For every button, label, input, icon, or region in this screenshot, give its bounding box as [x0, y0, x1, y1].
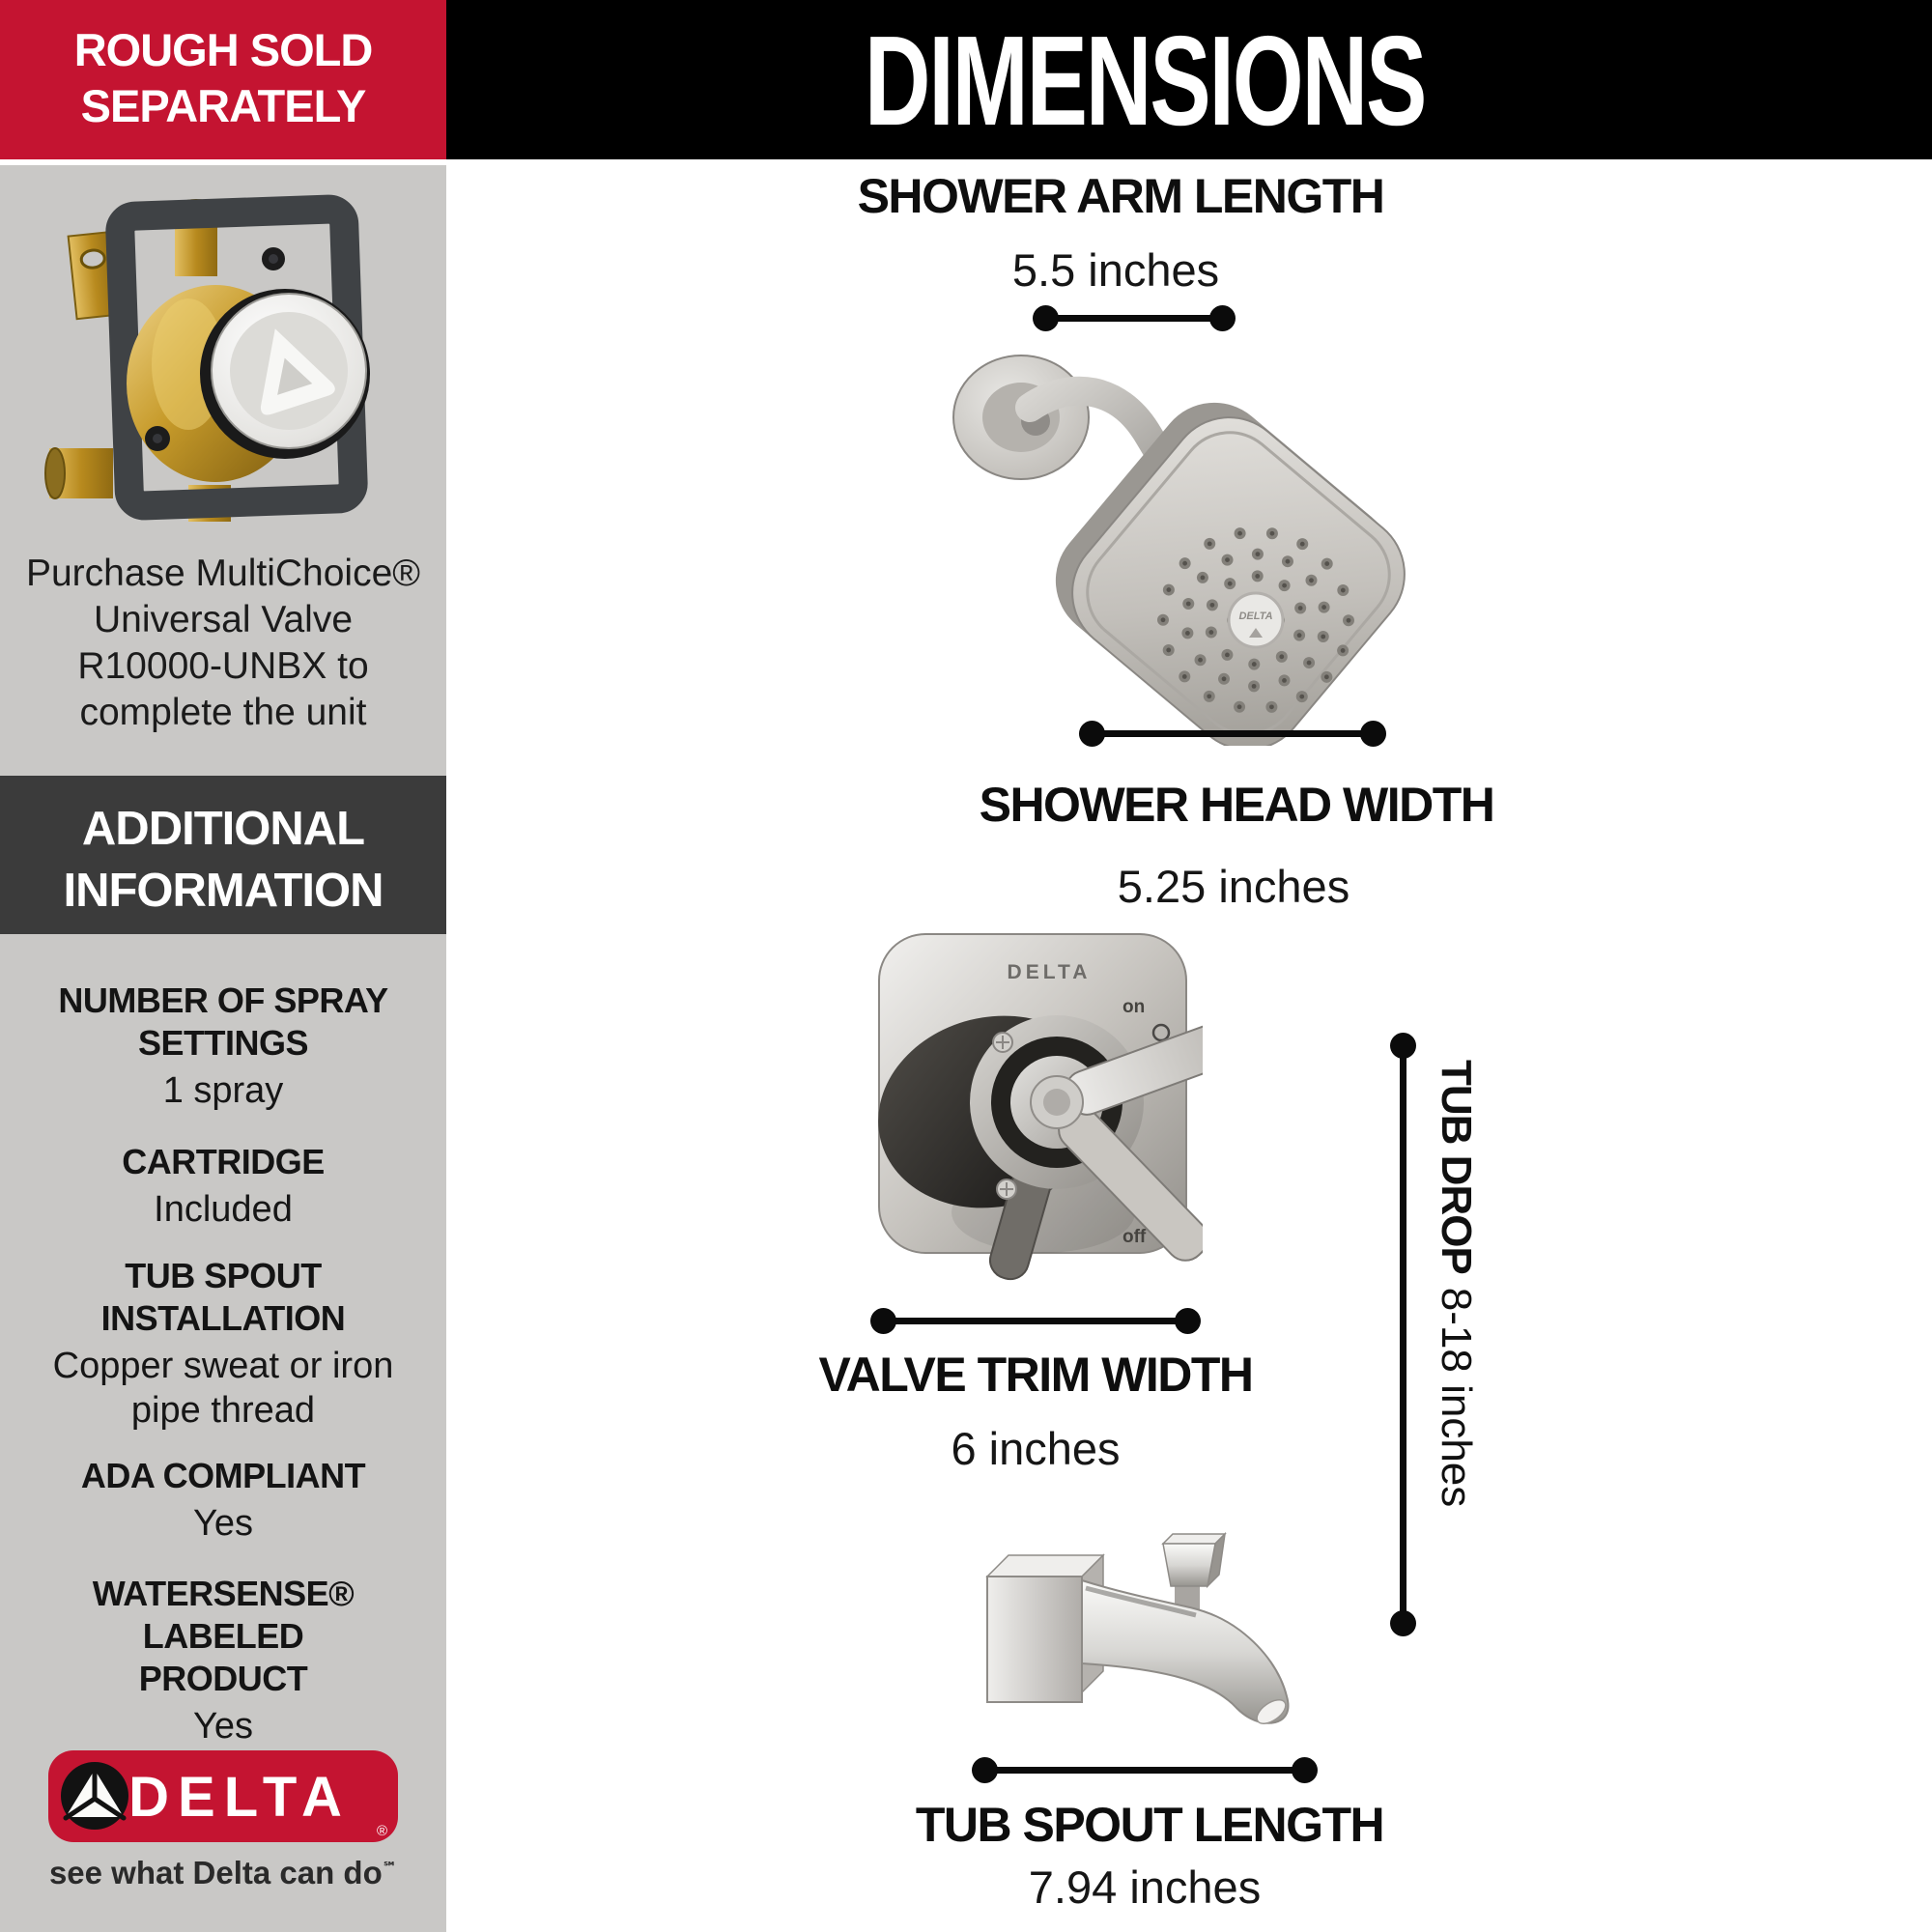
- delta-logo-text: DELTA: [128, 1766, 351, 1829]
- banner-separator: [0, 159, 446, 165]
- tub-spout-dimension-line: [982, 1767, 1307, 1774]
- tub-spout-length-value: 7.94 inches: [1028, 1861, 1262, 1913]
- shower-arm-length-value: 5.5 inches: [1011, 244, 1220, 296]
- valve-trim-image: [869, 923, 1203, 1328]
- spec-label: WATERSENSE® LABELED PRODUCT: [92, 1574, 355, 1698]
- spec-label: CARTRIDGE: [122, 1142, 325, 1181]
- dimensions-panel: [446, 0, 1932, 1932]
- spec-value: Yes: [193, 1503, 253, 1544]
- purchase-note-line: Purchase MultiChoice®: [25, 553, 421, 594]
- spec-item-ada: [0, 1455, 446, 1546]
- shower-head-dimension-line: [1090, 730, 1376, 737]
- rough-sold-banner: [0, 0, 446, 159]
- additional-info-line2: INFORMATION: [63, 865, 384, 917]
- spec-label: NUMBER OF SPRAY SETTINGS: [58, 980, 388, 1063]
- delta-logo: [48, 1750, 398, 1842]
- spec-label: TUB SPOUT INSTALLATION: [100, 1256, 346, 1338]
- additional-info-line1: ADDITIONAL: [81, 803, 365, 855]
- valve-trim-width-label: VALVE TRIM WIDTH: [818, 1348, 1253, 1402]
- rough-sold-line2: SEPARATELY: [80, 80, 366, 131]
- spec-value: Yes: [193, 1706, 253, 1747]
- valve-on-label: on: [1122, 997, 1146, 1017]
- shower-head-width-label: SHOWER HEAD WIDTH: [979, 778, 1494, 832]
- tub-spout-length-label: TUB SPOUT LENGTH: [915, 1798, 1384, 1852]
- purchase-note: [0, 551, 446, 736]
- valve-off-label: off: [1122, 1227, 1147, 1247]
- purchase-note-line: R10000-UNBX to: [77, 645, 369, 687]
- spec-item-tub-spout-installation: [0, 1255, 446, 1433]
- spec-label: ADA COMPLIANT: [80, 1456, 366, 1495]
- tub-drop-dimension-line: [1400, 1043, 1406, 1626]
- purchase-note-line: Universal Valve: [93, 599, 354, 640]
- spec-item-watersense: [0, 1573, 446, 1748]
- spec-value: 1 spray: [162, 1070, 284, 1111]
- rough-sold-line1: ROUGH SOLD: [73, 24, 373, 75]
- valve-trim-brand-label: DELTA: [1007, 961, 1092, 983]
- tub-drop-value: 8-18 inches: [1433, 1287, 1480, 1508]
- valve-trim-width-value: 6 inches: [951, 1423, 1121, 1474]
- brand-tagline: see what Delta can do℠: [48, 1855, 398, 1890]
- additional-info-header: [0, 776, 446, 934]
- service-mark: ℠: [382, 1860, 398, 1876]
- spec-item-cartridge: [0, 1141, 446, 1232]
- dimensions-header: [446, 0, 1932, 159]
- tub-spout-image: [966, 1526, 1333, 1768]
- delta-logo-mark-icon: [61, 1762, 128, 1830]
- sidebar: [0, 0, 446, 1932]
- spec-item-spray-settings: [0, 980, 446, 1113]
- shower-head-width-value: 5.25 inches: [1117, 861, 1350, 912]
- delta-logo-registered: ®: [377, 1823, 388, 1839]
- purchase-note-line: complete the unit: [79, 692, 367, 733]
- valve-trim-dimension-line: [881, 1318, 1190, 1324]
- shower-head-button-label: DELTA: [1238, 611, 1273, 622]
- shower-arm-length-label: SHOWER ARM LENGTH: [857, 169, 1384, 223]
- tub-drop-title: TUB DROP: [1433, 1060, 1480, 1274]
- page-title: DIMENSIONS: [864, 10, 1426, 152]
- tub-drop-label: [1432, 1060, 1480, 1507]
- spec-value: Copper sweat or iron pipe thread: [52, 1346, 394, 1431]
- shower-head-image: [927, 321, 1410, 746]
- spec-value: Included: [154, 1189, 293, 1230]
- rough-valve-image: [43, 166, 401, 543]
